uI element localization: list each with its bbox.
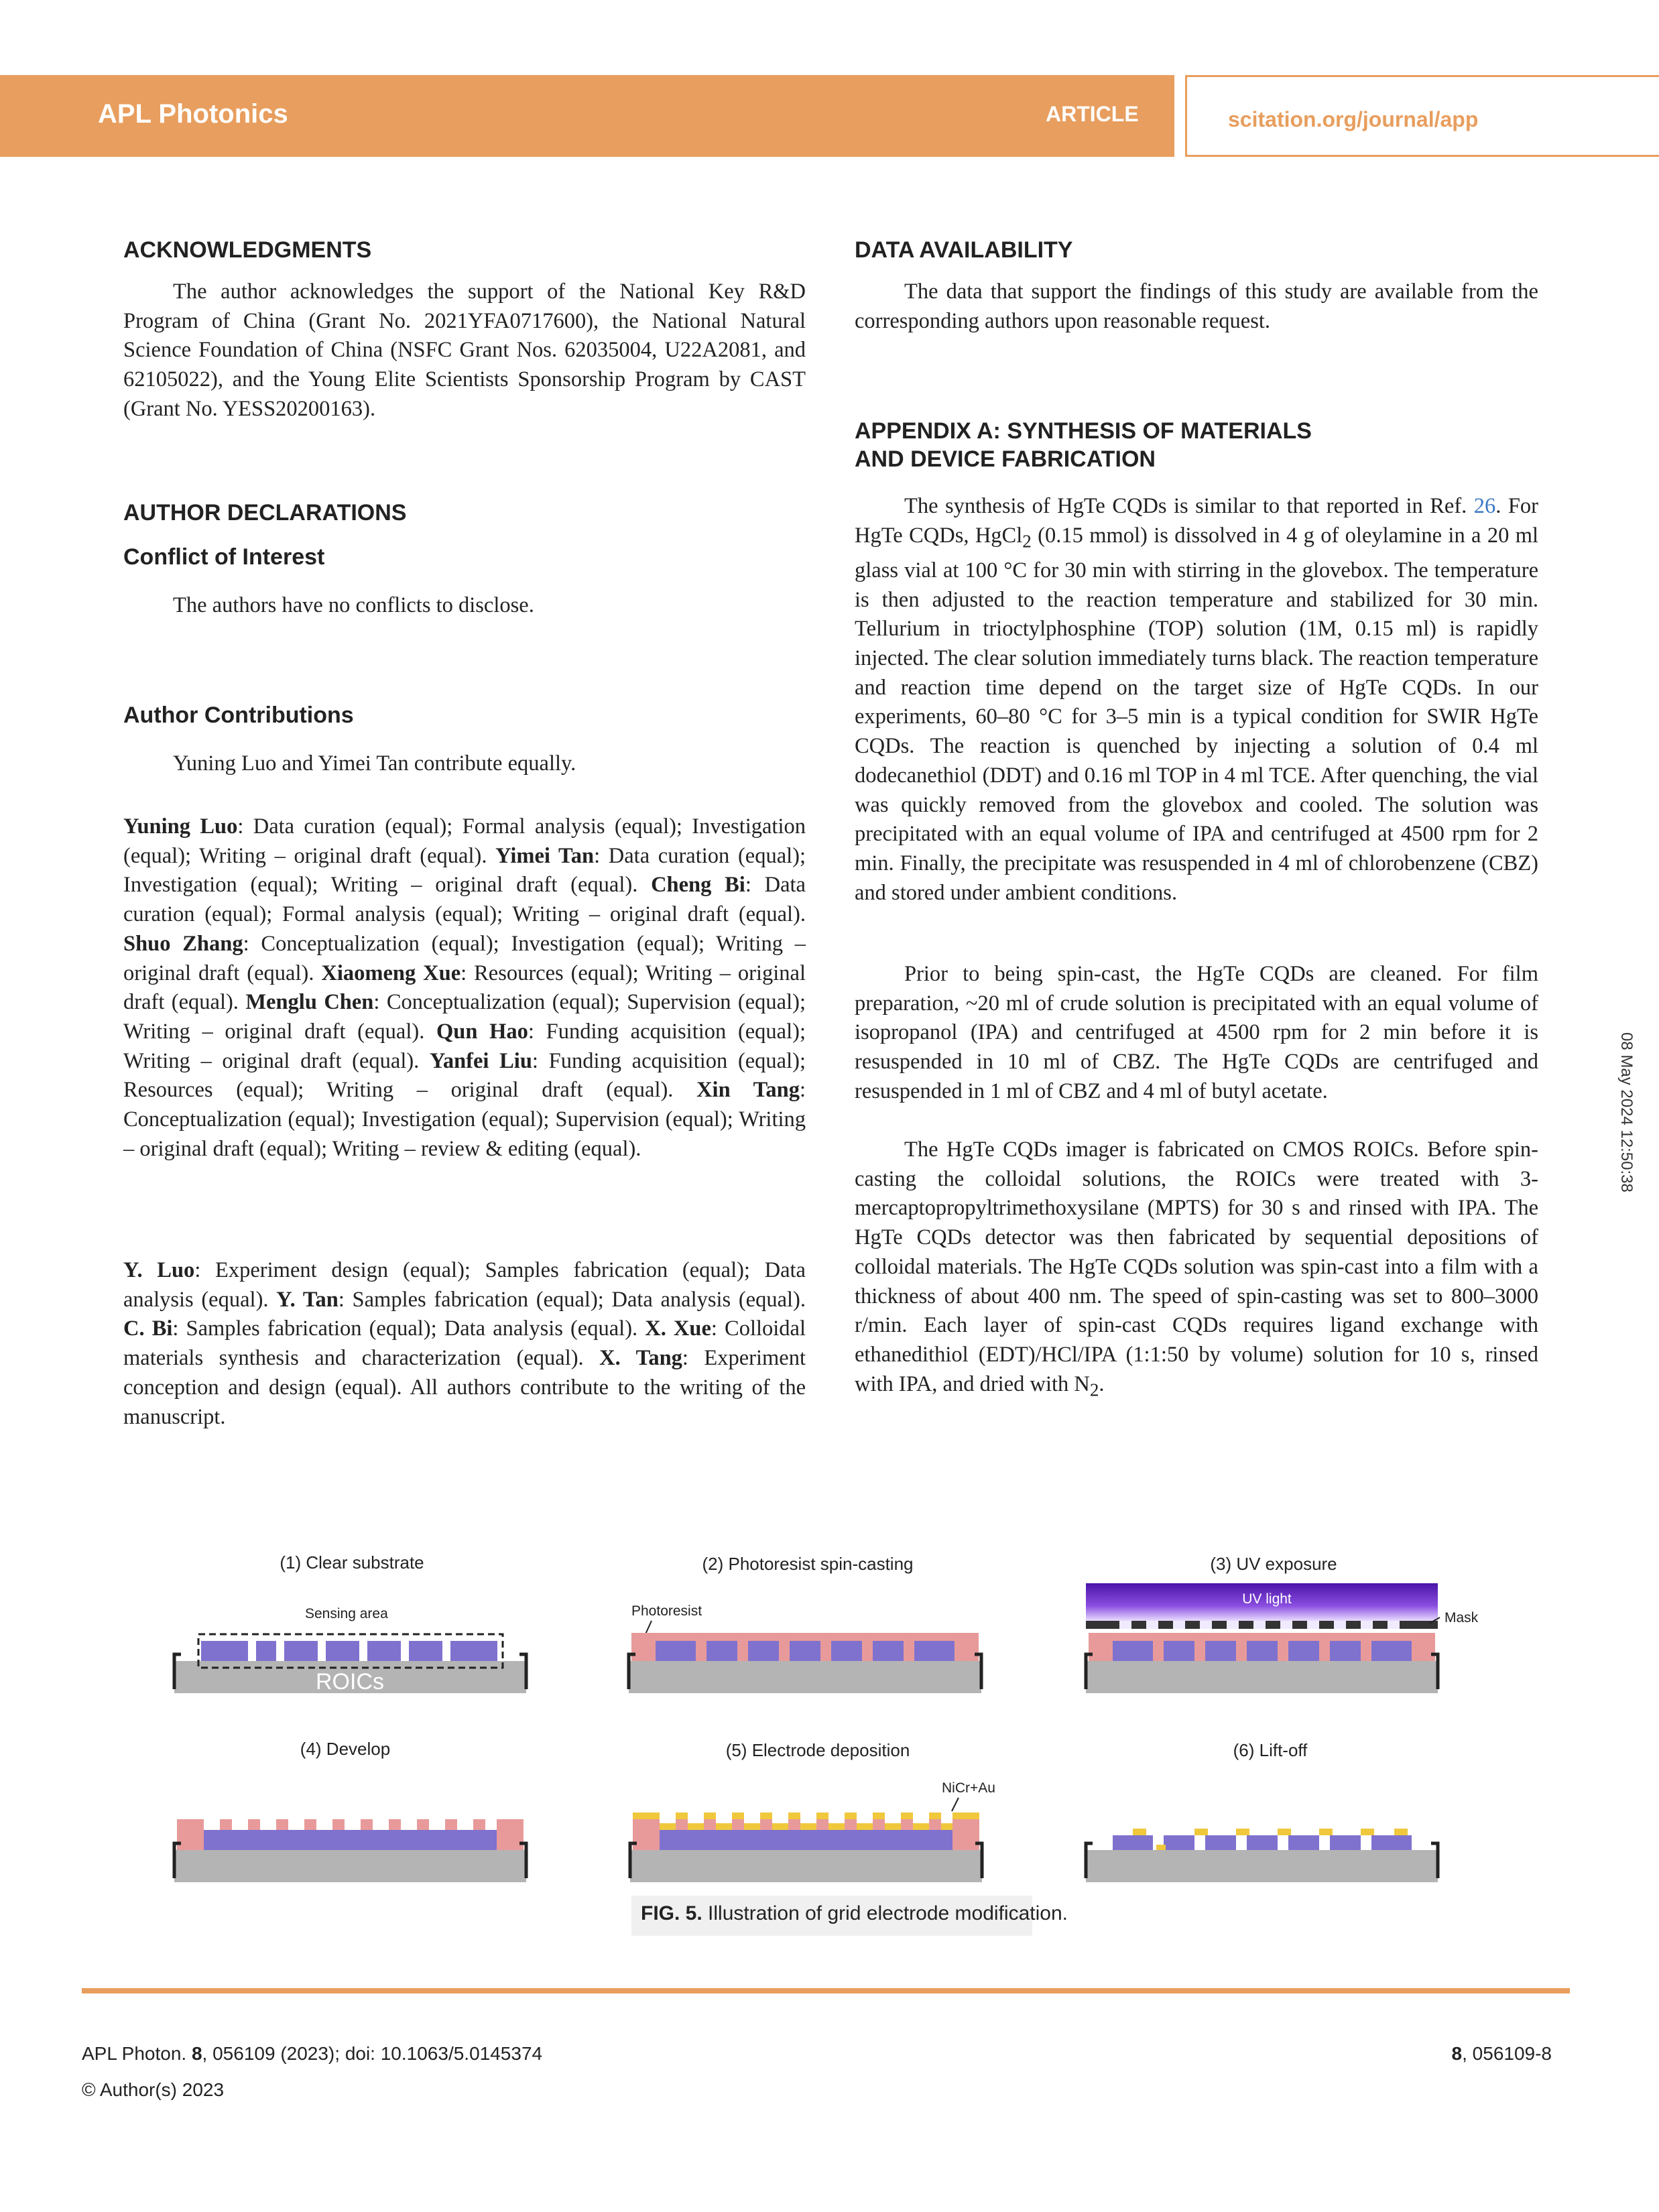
download-timestamp: 08 May 2024 12:50:38 [1617,1032,1636,1192]
acknowledgments-heading: ACKNOWLEDGMENTS [123,237,372,263]
label-mask: Mask [1445,1610,1479,1625]
citation-line: APL Photon. 8, 056109 (2023); doi: 10.1063/5.0145374 [82,2043,543,2064]
fabrication-paragraph: The HgTe CQDs imager is fabricated on CMOS ROICs. Before spin-casting the colloidal solutions, the ROICs were treated with 3-mercaptopropyltrimethoxysilane (MPTS) for 30 s and rinsed with IPA. The HgTe CQDs detector was then fabricated by sequential depositions of colloidal materials. The HgTe CQDs solution was spin-cast into a film with a thickness of about 400 nm. The speed of spin-casting was set to 800–3000 r/min. Each layer of spin-cast CQDs requires ligand exchange with ethanedithiol (EDT)/HCl/IPA (1:1:50 by volume) solution for 10 s, rinsed with IPA, and dried with $N_2$. [855,1138,1538,1400]
reference-link[interactable]: 26 [1473,494,1496,518]
cleaning-paragraph: Prior to being spin-cast, the HgTe CQDs are cleaned. For film preparation, ~20 ml of crude solution is precipitated with an equal volume of isopropanol (IPA) and centrifuged at 4500 rpm for 2 min before it is resuspended in 10 ml of CBZ. The HgTe CQDs are centrifuged and resuspended in 1 ml of CBZ and 4 ml of butyl acetate. [855,962,1538,1103]
panel-lift-off [1086,1829,1438,1882]
data-availability-heading: DATA AVAILABILITY [855,237,1073,263]
conflict-of-interest-heading: Conflict of Interest [123,544,325,570]
contributions-equal-text: Yuning Luo and Yimei Tan contribute equally. [173,751,576,776]
step-title-3: (3) UV exposure [1210,1554,1337,1574]
appendix-heading: APPENDIX A: SYNTHESIS OF MATERIALS AND DEVICE FABRICATION [855,418,1312,472]
figure-caption: FIG. 5. Illustration of grid electrode modification. [641,1902,1068,1924]
author-contributions-heading: Author Contributions [123,702,354,728]
step-title-4: (4) Develop [300,1739,391,1759]
panel-develop [174,1819,526,1882]
label-roics: ROICs [316,1669,384,1695]
footer-rule [82,1988,1570,1993]
panel-photoresist [629,1603,981,1693]
panel-clear-substrate [174,1606,526,1695]
fabrication-figure [154,1542,1501,1890]
conflict-of-interest-text: The authors have no conflicts to disclose. [173,593,534,617]
contribution-details: Y. Luo: Experiment design (equal); Samples fabrication (equal); Data analysis (equal). Y. Tan: Samples fabrication (equal); Data analysis (equal). C. Bi: Samples fabrication (equal); Data analysis (equal). X. Xue: Colloidal materials synthesis and characterization (equal). X. Tang: Experiment conception and design (equal). All authors contribute to the writing of the manuscript. [123,1258,806,1429]
credit-statement: Yuning Luo: Data curation (equal); Formal analysis (equal); Investigation (equal); Writing – original draft (equal). Yimei Tan: Data curation (equal); Investigation (equal); Writing – original draft (equal). Cheng Bi: Data curation (equal); Formal analysis (equal); Writing – original draft (equal). Shuo Zhang: Conceptualization (equal); Investigation (equal); Writing – original draft (equal). Xiaomeng Xue: Resources (equal); Writing – original draft (equal). Menglu Chen: Conceptualization (equal); Supervision (equal); Writing – original draft (equal). Qun Hao: Funding acquisition (equal); Writing – original draft (equal). Yanfei Liu: Funding acquisition (equal); Resources (equal); Writing – original draft (equal). Xin Tang: Conceptualization (equal); Investigation (equal); Supervision (equal); Writing – original draft (equal); Writing – review & editing (equal). [123,814,806,1161]
step-title-5: (5) Electrode deposition [725,1740,910,1760]
acknowledgments-text: The author acknowledges the support of the National Key R&D Program of China (Grant No. 2021YFA0717600), the National Natural Science Foundation of China (NSFC Grant Nos. 62035004, U22A2081, and 62105022), and the Young Elite Scientists Sponsorship Program by CAST (Grant No. YESS20200163). [123,280,806,421]
author-declarations-heading: AUTHOR DECLARATIONS [123,500,407,526]
copyright-line: © Author(s) 2023 [82,2079,225,2100]
page-number: 8, 056109-8 [1451,2043,1552,2064]
step-title-2: (2) Photoresist spin-casting [702,1554,914,1574]
data-availability-text: The data that support the findings of this study are available from the corresponding authors upon reasonable request. [855,280,1538,333]
panel-uv-exposure [1086,1583,1479,1693]
article-type: ARTICLE [1046,102,1139,126]
label-nicr-au: NiCr+Au [942,1780,995,1796]
step-title-1: (1) Clear substrate [280,1552,424,1573]
step-title-6: (6) Lift-off [1233,1740,1308,1760]
journal-url-link[interactable]: scitation.org/journal/app [1228,107,1479,131]
label-uv-light: UV light [1242,1591,1292,1607]
label-photoresist: Photoresist [631,1603,702,1619]
synthesis-paragraph: The synthesis of HgTe CQDs is similar to that reported in Ref. 26. For HgTe CQDs, HgCl$_2$ (0.15 mmol) is dissolved in 4 g of oleylamine in a 20 ml glass vial at 100 °C for 30 min with stirring in the glovebox. The temperature is then adjusted to the reaction temperature and stabilized for 30 min. Tellurium in trioctylphosphine (TOP) solution (1M, 0.15 ml) is rapidly injected. The clear solution immediately turns black. The reaction temperature and reaction time depend on the target size of HgTe CQDs. In our experiments, 60–80 °C for 3–5 min is a typical condition for SWIR HgTe CQDs. The reaction is quenched by injecting a solution of 0.4 ml dodecanethiol (DDT) and 0.16 ml TOP in 4 ml TCE. After quenching, the vial was quickly removed from the glovebox and cooled. The solution was precipitated with an equal volume of IPA and centrifuged at 4500 rpm for 2 min. Finally, the precipitate was resuspended in 4 ml of chlorobenzene (CBZ) and stored under ambient conditions. [855,494,1539,905]
journal-name: APL Photonics [98,99,288,129]
panel-electrode-deposition [630,1780,995,1882]
label-sensing-area: Sensing area [305,1606,388,1621]
